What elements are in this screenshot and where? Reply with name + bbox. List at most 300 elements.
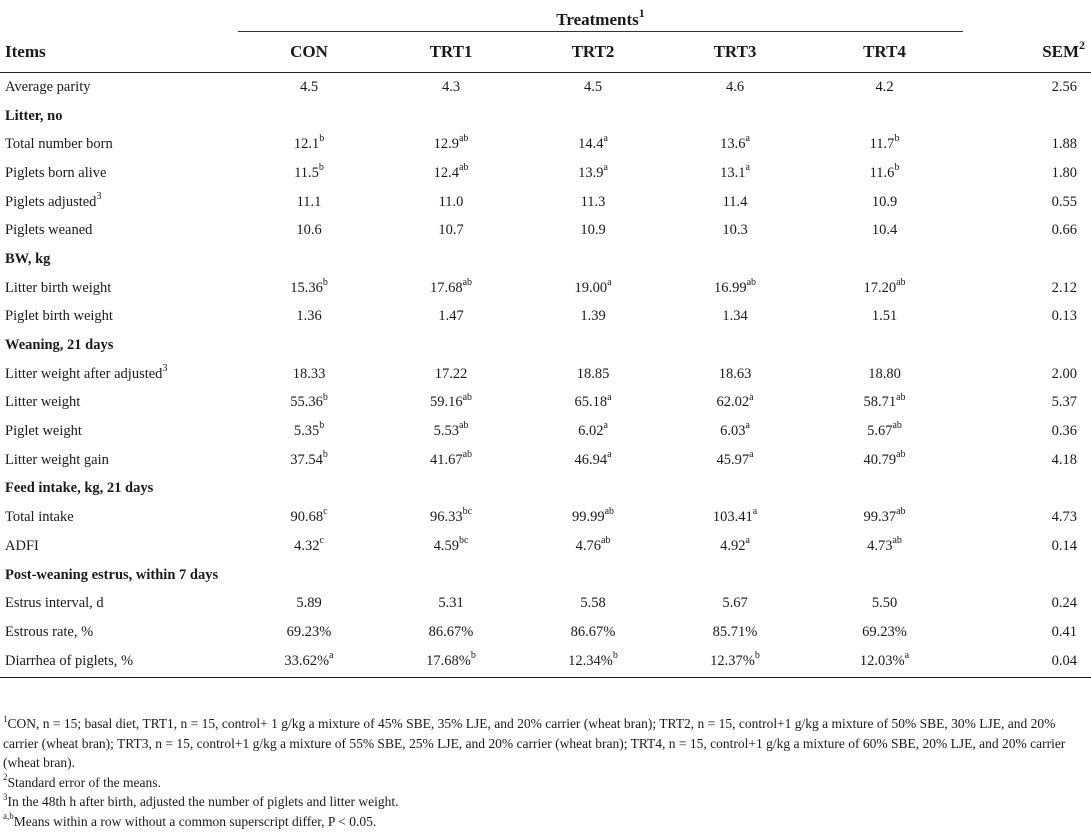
significance-superscript: ab (896, 448, 906, 460)
cell-value: 12.03% (859, 653, 905, 670)
cell-value: 90.68 (290, 509, 324, 526)
row-label: Diarrhea of piglets, % (5, 653, 134, 670)
row-label-cell (0, 73, 238, 102)
table-row (0, 532, 1091, 561)
cell-value: 4.32 (294, 537, 320, 554)
value-cell (380, 188, 522, 217)
cell-value: 96.33 (429, 509, 463, 526)
cell-value: 86.67% (570, 623, 616, 640)
cell-value: 45.97 (716, 451, 750, 468)
sem-cell (963, 274, 1091, 303)
cell-value: 6.03 (720, 423, 746, 440)
sem-cell (963, 245, 1091, 274)
value-cell (238, 130, 380, 159)
value-cell (664, 561, 806, 590)
row-label: Piglets born alive (5, 164, 107, 181)
cell-value: 86.67% (428, 623, 474, 640)
footnote (3, 792, 1088, 812)
sem-cell (963, 303, 1091, 332)
cell-value: 4.92 (720, 537, 746, 554)
cell-value: 55.36 (290, 394, 323, 411)
value-cell (664, 331, 806, 360)
value-cell (238, 188, 380, 217)
cell-value: 11.1 (296, 193, 322, 210)
value-cell (380, 216, 522, 245)
value-cell (238, 389, 380, 418)
value-cell (238, 561, 380, 590)
footnote (3, 714, 1088, 773)
cell-value: 1.47 (438, 308, 464, 325)
cell-value: 5.67 (722, 595, 748, 612)
value-cell (806, 360, 963, 389)
cell-value: 17.22 (434, 365, 468, 382)
sem-value: 0.04 (1051, 653, 1078, 670)
cell-value: 11.3 (580, 193, 606, 210)
treatments-footnote-mark: 1 (638, 6, 645, 21)
table-row (0, 446, 1091, 475)
value-cell (806, 331, 963, 360)
cell-value: 1.39 (580, 308, 606, 325)
row-label-cell (0, 188, 238, 217)
row-label-cell (0, 102, 238, 131)
value-cell (238, 303, 380, 332)
significance-superscript: ab (458, 162, 469, 174)
significance-superscript: ab (896, 276, 906, 288)
value-cell (238, 417, 380, 446)
cell-value: 18.33 (292, 365, 326, 382)
value-cell (806, 417, 963, 446)
value-cell (380, 417, 522, 446)
section-row (0, 475, 1091, 504)
column-header-trt3: TRT3 (664, 32, 806, 73)
value-cell (238, 589, 380, 618)
sem-value: 0.14 (1051, 537, 1078, 554)
significance-superscript: b (470, 650, 476, 662)
value-cell (522, 475, 664, 504)
sem-cell (963, 618, 1091, 647)
value-cell (664, 216, 806, 245)
value-cell (664, 245, 806, 274)
treatments-group-header (238, 0, 963, 32)
cell-value: 4.3 (441, 78, 461, 95)
value-cell (806, 618, 963, 647)
value-cell (238, 446, 380, 475)
value-cell (806, 589, 963, 618)
row-label-cell (0, 417, 238, 446)
significance-superscript: a (745, 133, 750, 145)
cell-value: 12.4 (433, 164, 459, 181)
value-cell (522, 159, 664, 188)
significance-superscript: ab (746, 276, 757, 288)
row-label-cell (0, 647, 238, 678)
column-header-trt1: TRT1 (380, 32, 522, 73)
cell-value: 4.5 (299, 78, 319, 95)
cell-value: 16.99 (713, 279, 747, 296)
significance-superscript: a (749, 448, 754, 460)
sem-label: SEM (1042, 41, 1080, 61)
value-cell (806, 561, 963, 590)
value-cell (238, 618, 380, 647)
value-cell (380, 102, 522, 131)
table-body (0, 73, 1091, 678)
value-cell (664, 446, 806, 475)
row-label-cell (0, 503, 238, 532)
column-header-trt2: TRT2 (522, 32, 664, 73)
value-cell (664, 589, 806, 618)
value-cell (238, 73, 380, 102)
significance-superscript: a (607, 391, 612, 403)
significance-superscript: ab (458, 420, 469, 432)
significance-superscript: b (319, 420, 325, 432)
section-row (0, 561, 1091, 590)
cell-value: 41.67 (429, 451, 463, 468)
value-cell (522, 216, 664, 245)
value-cell (238, 245, 380, 274)
column-header-trt4: TRT4 (806, 32, 963, 73)
value-cell (380, 303, 522, 332)
value-cell (522, 446, 664, 475)
sem-value: 5.37 (1051, 394, 1078, 411)
significance-superscript: ab (462, 276, 473, 288)
sem-value: 2.12 (1051, 279, 1078, 296)
value-cell (380, 245, 522, 274)
row-label-cell (0, 245, 238, 274)
cell-value: 18.80 (868, 365, 901, 382)
cell-value: 4.73 (867, 537, 893, 554)
empty-header-cell (0, 0, 238, 32)
cell-value: 4.2 (875, 78, 894, 95)
sem-cell (963, 216, 1091, 245)
cell-value: 58.71 (863, 394, 897, 411)
table-row (0, 188, 1091, 217)
value-cell (238, 274, 380, 303)
significance-superscript: ab (604, 506, 615, 518)
cell-value: 69.23% (286, 623, 332, 640)
value-cell (522, 417, 664, 446)
significance-superscript: a (607, 448, 612, 460)
value-cell (806, 503, 963, 532)
value-cell (806, 73, 963, 102)
cell-value: 37.54 (290, 451, 323, 468)
items-column-header: Items (0, 32, 238, 73)
significance-superscript: ab (600, 535, 611, 547)
sem-value: 0.41 (1051, 623, 1078, 640)
sem-cell (963, 331, 1091, 360)
sem-footnote-mark: 2 (1079, 38, 1086, 53)
value-cell (380, 532, 522, 561)
value-cell (664, 417, 806, 446)
value-cell (522, 647, 664, 678)
cell-value: 5.50 (871, 595, 898, 612)
treatments-group-label: Treatments (556, 10, 639, 29)
row-label-cell (0, 618, 238, 647)
row-label-footnote-mark: 3 (96, 190, 102, 202)
sem-value: 0.55 (1051, 193, 1078, 210)
cell-value: 12.1 (293, 136, 320, 153)
table-row (0, 503, 1091, 532)
significance-superscript: b (319, 133, 325, 145)
sem-value: 0.13 (1051, 308, 1078, 325)
row-label-cell (0, 446, 238, 475)
footnote-mark: 3 (3, 791, 8, 802)
sem-cell (963, 159, 1091, 188)
value-cell (664, 532, 806, 561)
value-cell (238, 159, 380, 188)
cell-value: 12.34% (568, 653, 613, 670)
significance-superscript: b (754, 650, 760, 662)
value-cell (380, 618, 522, 647)
significance-superscript: b (322, 391, 328, 403)
significance-superscript: ab (462, 391, 473, 403)
table-row (0, 130, 1091, 159)
section-row (0, 102, 1091, 131)
cell-value: 13.6 (720, 136, 746, 153)
empty-header-cell (963, 0, 1091, 32)
value-cell (522, 303, 664, 332)
section-label: Litter, no (5, 107, 63, 124)
cell-value: 10.9 (871, 193, 898, 210)
cell-value: 11.0 (438, 193, 464, 210)
sem-value: 1.88 (1051, 136, 1078, 153)
cell-value: 15.36 (290, 279, 323, 296)
significance-superscript: b (322, 448, 328, 460)
significance-superscript: a (603, 420, 608, 432)
value-cell (664, 274, 806, 303)
value-cell (664, 188, 806, 217)
value-cell (238, 532, 380, 561)
footnotes (3, 714, 1088, 831)
sem-value: 2.00 (1051, 365, 1078, 382)
value-cell (238, 360, 380, 389)
significance-superscript: a (745, 420, 750, 432)
row-label-cell (0, 159, 238, 188)
value-cell (664, 130, 806, 159)
footnote-mark: 1 (3, 713, 8, 724)
table-row (0, 303, 1091, 332)
cell-value: 59.16 (429, 394, 463, 411)
cell-value: 5.89 (296, 595, 322, 612)
row-label-cell (0, 274, 238, 303)
table-row (0, 417, 1091, 446)
sem-cell (963, 360, 1091, 389)
cell-value: 17.20 (863, 279, 897, 296)
row-label-footnote-mark: 3 (162, 362, 168, 374)
value-cell (380, 503, 522, 532)
value-cell (664, 303, 806, 332)
cell-value: 13.1 (720, 164, 746, 181)
value-cell (806, 216, 963, 245)
cell-value: 5.35 (293, 423, 320, 440)
footnote-mark: a,b (3, 811, 14, 821)
value-cell (806, 188, 963, 217)
value-cell (522, 532, 664, 561)
value-cell (806, 532, 963, 561)
significance-superscript: a (745, 535, 750, 547)
cell-value: 85.71% (712, 623, 758, 640)
value-cell (380, 589, 522, 618)
row-label-cell (0, 303, 238, 332)
section-row (0, 331, 1091, 360)
significance-superscript: ab (462, 448, 473, 460)
value-cell (522, 245, 664, 274)
footnote (3, 773, 1088, 793)
column-header-row (0, 32, 1091, 73)
significance-superscript: ab (892, 420, 902, 432)
cell-value: 5.58 (580, 595, 606, 612)
value-cell (380, 73, 522, 102)
sem-cell (963, 647, 1091, 678)
row-label-cell (0, 589, 238, 618)
significance-superscript: b (322, 276, 328, 288)
significance-superscript: a (603, 133, 608, 145)
row-label-cell (0, 561, 238, 590)
cell-value: 4.6 (725, 78, 745, 95)
table-row (0, 647, 1091, 678)
cell-value: 1.34 (722, 308, 748, 325)
significance-superscript: a (329, 650, 334, 662)
value-cell (380, 446, 522, 475)
value-cell (664, 647, 806, 678)
cell-value: 17.68 (429, 279, 463, 296)
footnote-text: Standard error of the means. (7, 774, 161, 790)
cell-value: 1.51 (871, 308, 898, 325)
significance-superscript: ab (458, 133, 469, 145)
cell-value: 19.00 (574, 279, 608, 296)
value-cell (806, 245, 963, 274)
sem-cell (963, 475, 1091, 504)
value-cell (380, 647, 522, 678)
cell-value: 10.4 (871, 222, 898, 239)
cell-value: 69.23% (862, 623, 907, 640)
value-cell (664, 102, 806, 131)
footnote-text: CON, n = 15; basal diet, TRT1, n = 15, control+ 1 g/kg a mixture of 45% SBE, 35% LJE, and 20% carrier (wheat bran); TRT2, n = 15, control+1 g/kg a mixture of 50% SBE, 30% LJE, and 20% carrier (wheat bran); TRT3, n = 15, control+1 g/kg a mixture of 55% SBE, 25% LJE, and 20% carrier (wheat bran); TRT4, n = 15, control+1 g/kg a mixture of 60% SBE, 20% LJE, and 20% carrier (wheat bran). (3, 716, 1066, 770)
row-label: Litter birth weight (5, 279, 112, 296)
cell-value: 4.76 (575, 537, 601, 554)
cell-value: 13.9 (578, 164, 604, 181)
sem-cell (963, 102, 1091, 131)
value-cell (522, 503, 664, 532)
value-cell (806, 274, 963, 303)
cell-value: 4.5 (583, 78, 603, 95)
value-cell (522, 102, 664, 131)
value-cell (806, 102, 963, 131)
significance-superscript: c (319, 535, 324, 547)
table-row (0, 589, 1091, 618)
sem-cell (963, 446, 1091, 475)
value-cell (806, 130, 963, 159)
cell-value: 5.67 (867, 423, 893, 440)
significance-superscript: b (318, 162, 324, 174)
cell-value: 6.02 (578, 423, 604, 440)
value-cell (806, 159, 963, 188)
cell-value: 40.79 (863, 451, 897, 468)
value-cell (238, 503, 380, 532)
significance-superscript: bc (458, 535, 469, 547)
significance-superscript: c (323, 506, 328, 518)
value-cell (522, 589, 664, 618)
significance-superscript: a (607, 276, 612, 288)
row-label-cell (0, 532, 238, 561)
cell-value: 12.37% (710, 653, 755, 670)
row-label: Litter weight after adjusted (5, 365, 163, 382)
cell-value: 62.02 (716, 394, 750, 411)
value-cell (380, 475, 522, 504)
value-cell (522, 130, 664, 159)
value-cell (380, 561, 522, 590)
value-cell (664, 475, 806, 504)
value-cell (522, 331, 664, 360)
sem-value: 0.36 (1051, 423, 1078, 440)
sem-cell (963, 188, 1091, 217)
footnote-text: Means within a row without a common superscript differ, P < 0.05. (13, 813, 377, 829)
value-cell (380, 331, 522, 360)
cell-value: 10.9 (580, 222, 606, 239)
cell-value: 11.7 (869, 136, 895, 153)
sem-value: 0.66 (1051, 222, 1078, 239)
significance-superscript: ab (896, 391, 906, 403)
sem-cell (963, 73, 1091, 102)
cell-value: 12.9 (433, 136, 459, 153)
table-row (0, 618, 1091, 647)
significance-superscript: a (752, 506, 758, 518)
row-label: Litter weight (5, 394, 81, 411)
cell-value: 4.59 (433, 537, 459, 554)
footnote-mark: 2 (3, 772, 8, 782)
column-header-sem (963, 32, 1091, 73)
cell-value: 10.3 (722, 222, 748, 239)
sem-cell (963, 503, 1091, 532)
cell-value: 10.6 (296, 222, 322, 239)
footnote-text: In the 48th h after birth, adjusted the number of piglets and litter weight. (7, 794, 399, 809)
section-label: Feed intake, kg, 21 days (5, 480, 154, 497)
footnote (3, 812, 1088, 832)
cell-value: 11.4 (722, 193, 748, 210)
value-cell (380, 130, 522, 159)
row-label-cell (0, 360, 238, 389)
section-row (0, 245, 1091, 274)
significance-superscript: ab (896, 506, 906, 518)
section-label: Post-weaning estrus, within 7 days (5, 566, 219, 583)
value-cell (664, 503, 806, 532)
sem-cell (963, 589, 1091, 618)
row-label-cell (0, 130, 238, 159)
row-label: Litter weight gain (5, 451, 109, 468)
table-row (0, 274, 1091, 303)
value-cell (380, 159, 522, 188)
row-label-cell (0, 475, 238, 504)
treatments-group-row (0, 0, 1091, 32)
table-row (0, 159, 1091, 188)
significance-superscript: bc (462, 506, 473, 518)
row-label: Piglet weight (5, 423, 82, 440)
value-cell (380, 274, 522, 303)
sem-cell (963, 417, 1091, 446)
value-cell (238, 647, 380, 678)
cell-value: 14.4 (578, 136, 604, 153)
cell-value: 99.37 (863, 509, 897, 526)
cell-value: 33.62% (284, 653, 330, 670)
value-cell (380, 389, 522, 418)
cell-value: 11.6 (869, 164, 895, 181)
value-cell (238, 216, 380, 245)
section-label: Weaning, 21 days (5, 337, 114, 354)
row-label: Piglets weaned (5, 222, 93, 239)
value-cell (238, 475, 380, 504)
value-cell (380, 360, 522, 389)
significance-superscript: b (612, 650, 618, 662)
value-cell (238, 102, 380, 131)
cell-value: 11.5 (294, 164, 319, 181)
